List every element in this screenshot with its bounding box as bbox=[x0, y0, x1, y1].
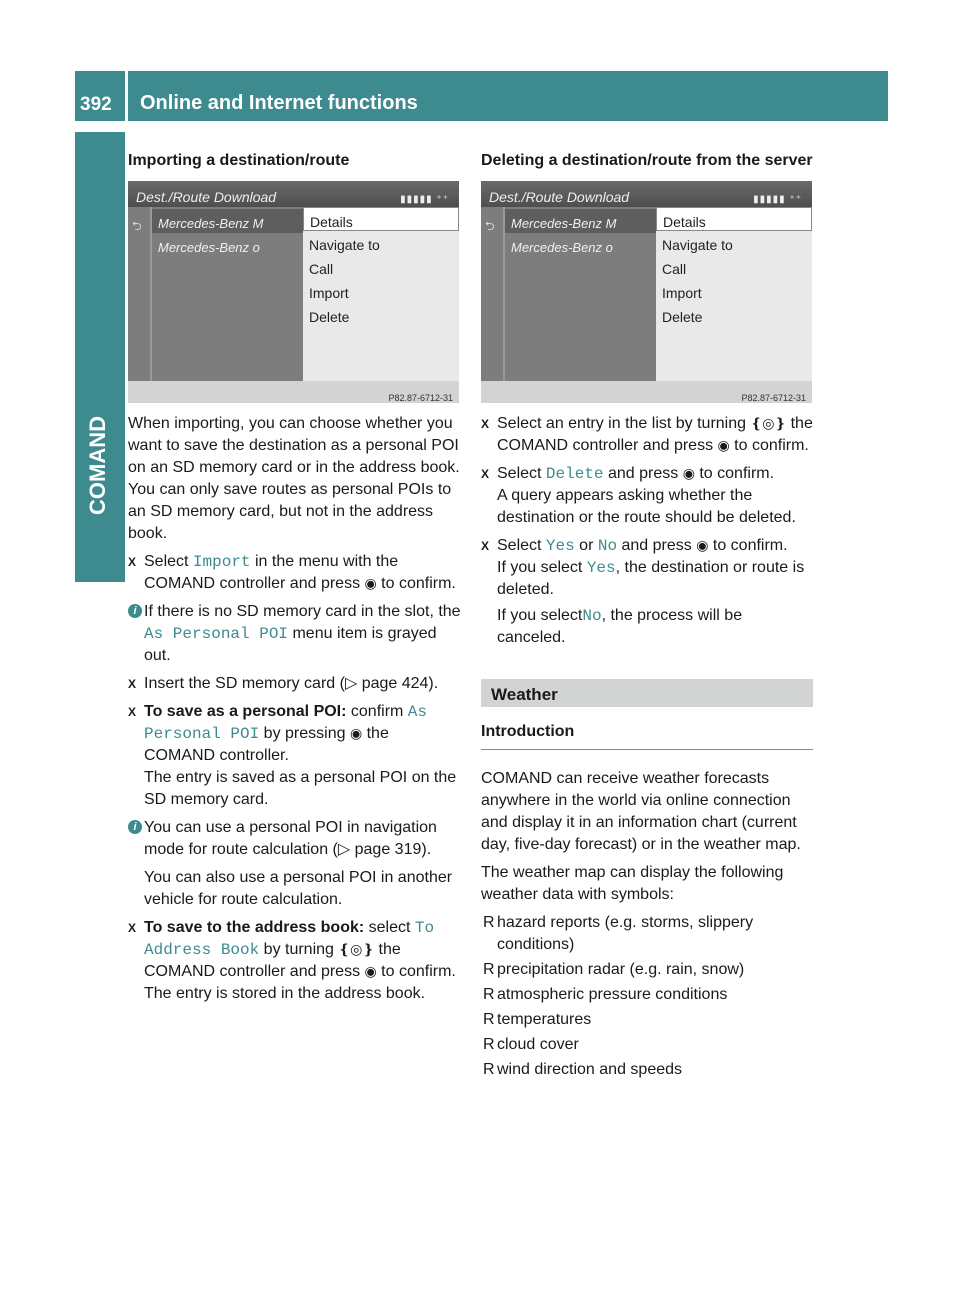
step-arrow-icon: X bbox=[481, 539, 490, 553]
step-arrow-icon: X bbox=[128, 705, 137, 719]
press-icon: ◉ bbox=[682, 466, 695, 482]
step-arrow-icon: X bbox=[128, 677, 137, 691]
step-save-personal-poi: X To save as a personal POI: confirm As Personal POI by pressing ◉ the COMAND controller. The entry is saved as a personal POI on the SD memory card. bbox=[128, 703, 457, 808]
list-item: Mercedes-Benz M bbox=[152, 209, 303, 233]
list-item: R precipitation radar (e.g. rain, snow) bbox=[481, 959, 813, 981]
bullet-icon: R bbox=[483, 961, 495, 978]
image-code: P82.87-6712-31 bbox=[128, 381, 459, 403]
header-divider bbox=[125, 71, 128, 121]
screen-title: Dest./Route Download bbox=[128, 181, 459, 207]
list-item: Mercedes-Benz o bbox=[511, 240, 613, 255]
step-arrow-icon: X bbox=[481, 417, 490, 431]
signal-icon: ▮▮▮▮▮ ⁺⁺ bbox=[753, 194, 802, 205]
list-item: R hazard reports (e.g. storms, slippery conditions) bbox=[483, 914, 754, 953]
weather-paragraph: The weather map can display the following weather data with symbols: bbox=[481, 864, 784, 903]
note-personal-poi: i You can use a personal POI in navigation mode for route calculation (▷ page 319). bbox=[128, 817, 462, 861]
back-icon: ⮌ bbox=[485, 219, 495, 233]
screen-title: Dest./Route Download bbox=[481, 181, 812, 207]
step-arrow-icon: X bbox=[481, 467, 490, 481]
left-column bbox=[128, 150, 462, 1011]
subheading-introduction: Introduction bbox=[481, 721, 813, 750]
menu-item-details: Details bbox=[656, 207, 812, 231]
menu-item-delete: Delete bbox=[662, 309, 703, 325]
menu-item-navigate: Navigate to bbox=[309, 237, 380, 253]
info-icon: i bbox=[128, 820, 142, 834]
info-icon: i bbox=[128, 604, 142, 618]
step-select-import: X Select Import in the menu with the COMAND controller and press ◉ to confirm. bbox=[128, 553, 456, 592]
bullet-icon: R bbox=[483, 986, 495, 1003]
note-no-sd-card: i If there is no SD memory card in the slot, the As Personal POI menu item is grayed out. bbox=[128, 601, 462, 667]
menu-item-call: Call bbox=[309, 261, 334, 277]
step-arrow-icon: X bbox=[128, 921, 137, 935]
list-item: R temperatures bbox=[481, 1009, 813, 1031]
list-item: Mercedes-Benz o bbox=[158, 240, 260, 255]
press-icon: ◉ bbox=[349, 726, 363, 742]
step-arrow-icon: X bbox=[128, 555, 137, 569]
image-code: P82.87-6712-31 bbox=[481, 381, 812, 403]
screenshot-import bbox=[128, 181, 459, 403]
weather-paragraph: COMAND can receive weather forecasts anywhere in the world via online connection and display it in an information chart (current day, five-day forecast) or in the weather map. bbox=[481, 770, 801, 853]
list-item: R wind direction and speeds bbox=[481, 1059, 813, 1081]
intro-paragraph: When importing, you can choose whether you want to save the destination as a personal POI on an SD memory card or in the address book. You can only save routes as personal POIs to an SD memory card, but not in the address book. bbox=[128, 415, 460, 542]
bullet-icon: R bbox=[483, 1011, 495, 1028]
section-heading: Deleting a destination/route from the server bbox=[481, 152, 813, 169]
press-icon: ◉ bbox=[696, 538, 709, 554]
screenshot-delete bbox=[481, 181, 812, 403]
signal-icon: ▮▮▮▮▮ ⁺⁺ bbox=[400, 194, 449, 205]
menu-item-details: Details bbox=[303, 207, 459, 231]
step-select-entry: X Select an entry in the list by turning ❴◎❵ the COMAND controller and press ◉ to confirm. bbox=[481, 415, 813, 454]
turn-icon: ❴◎❵ bbox=[750, 416, 787, 432]
destination-list bbox=[481, 207, 656, 381]
step-insert-sd: X Insert the SD memory card (▷ page 424). bbox=[128, 673, 462, 695]
side-tab-label: COMAND bbox=[85, 416, 110, 515]
turn-icon: ❴◎❵ bbox=[338, 942, 375, 958]
step-select-delete: X Select Delete and press ◉ to confirm. A query appears asking whether the destination or the route should be deleted. bbox=[481, 465, 796, 526]
right-column bbox=[481, 150, 813, 1084]
chapter-title: Online and Internet functions bbox=[140, 92, 418, 114]
bullet-icon: R bbox=[483, 914, 495, 931]
menu-item-import: Import bbox=[662, 285, 702, 301]
bullet-icon: R bbox=[483, 1036, 495, 1053]
press-icon: ◉ bbox=[364, 964, 377, 980]
list-item: R atmospheric pressure conditions bbox=[481, 984, 813, 1006]
context-menu bbox=[303, 207, 459, 381]
menu-item-import: Import bbox=[309, 285, 349, 301]
press-icon: ◉ bbox=[364, 576, 377, 592]
menu-item-delete: Delete bbox=[309, 309, 350, 325]
step-confirm-yes-no: X Select Yes or No and press ◉ to confirm. If you select Yes, the destination or route is deleted. If you selectNo, the process will be canceled. bbox=[481, 537, 805, 646]
back-icon: ⮌ bbox=[132, 219, 142, 233]
list-item: Mercedes-Benz M bbox=[505, 209, 656, 233]
destination-list bbox=[128, 207, 303, 381]
list-item: R cloud cover bbox=[481, 1034, 813, 1056]
section-bar-weather: Weather bbox=[481, 679, 813, 707]
menu-item-navigate: Navigate to bbox=[662, 237, 733, 253]
press-icon: ◉ bbox=[717, 438, 730, 454]
step-save-address-book: X To save to the address book: select To Address Book by turning ❴◎❵ the COMAND controller and press ◉ to confirm. The entry is stored in the address book. bbox=[128, 919, 456, 1002]
bullet-icon: R bbox=[483, 1061, 495, 1078]
menu-item-call: Call bbox=[662, 261, 687, 277]
note-continuation: You can also use a personal POI in another vehicle for route calculation. bbox=[144, 869, 453, 908]
section-heading: Importing a destination/route bbox=[128, 152, 350, 169]
page-number: 392 bbox=[80, 94, 112, 115]
context-menu bbox=[656, 207, 812, 381]
